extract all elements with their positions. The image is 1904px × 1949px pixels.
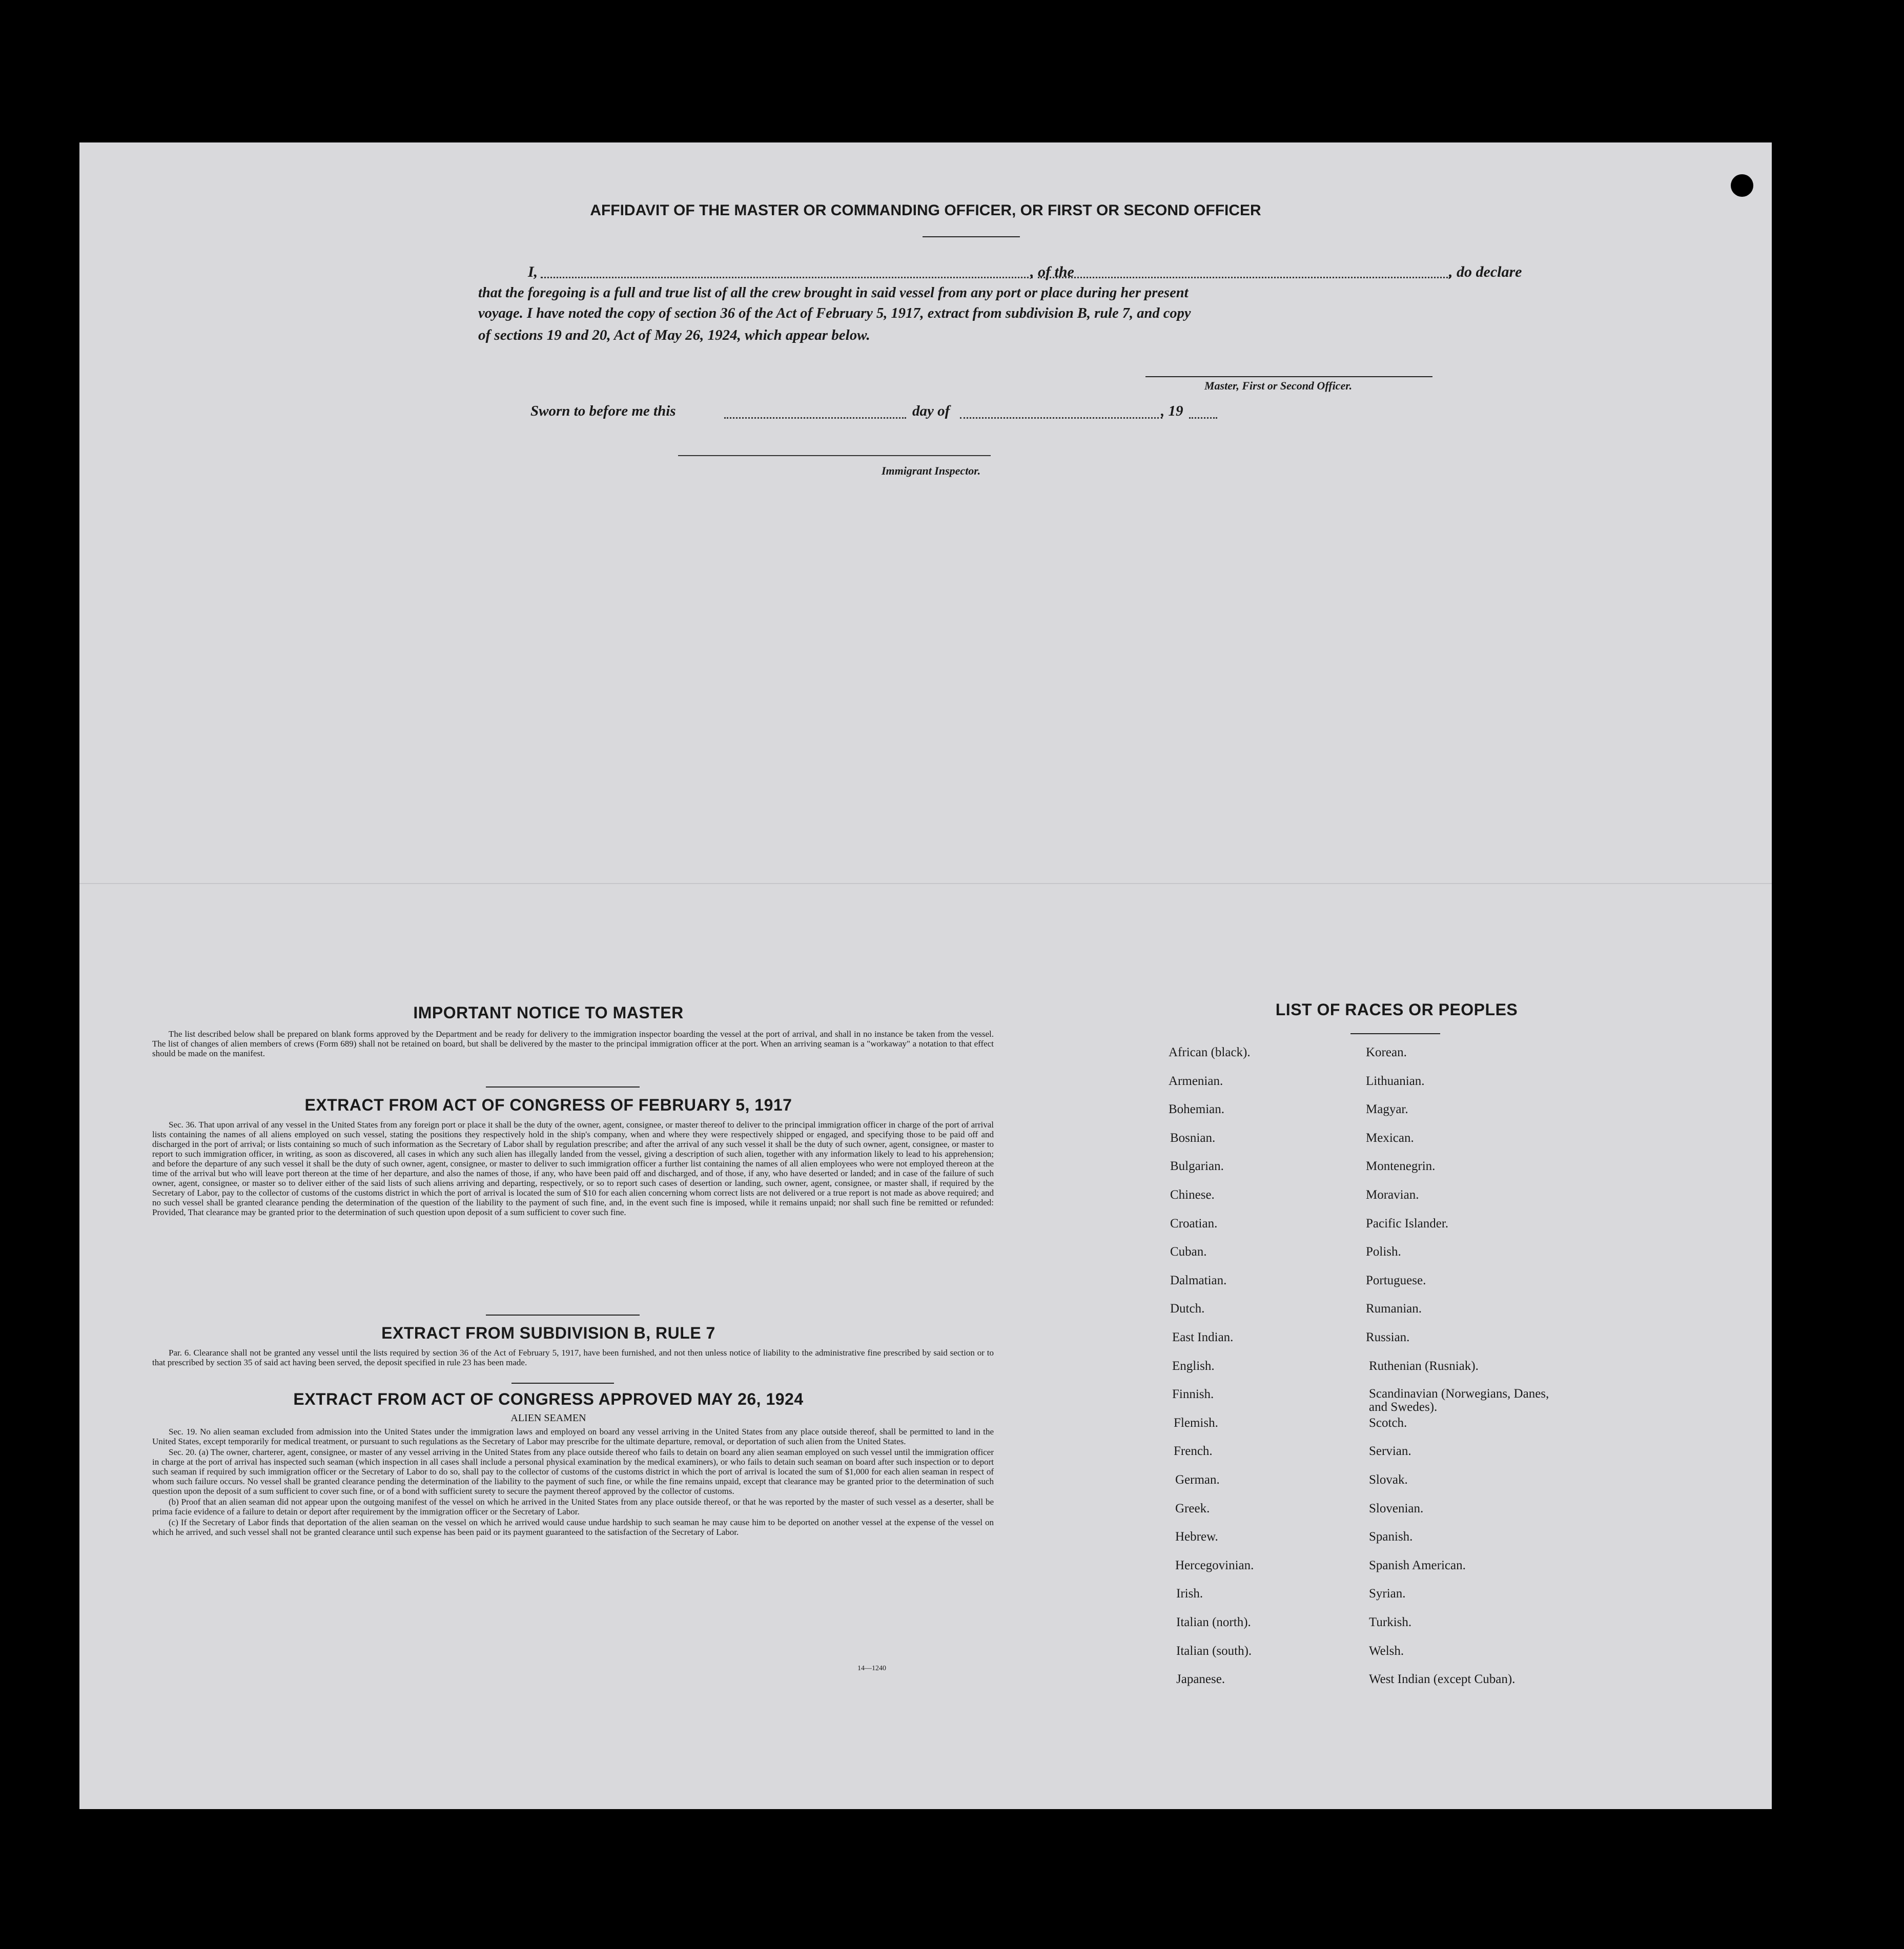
divider: [511, 1383, 614, 1384]
title-rule: [923, 236, 1020, 237]
sworn-year-field[interactable]: [1189, 417, 1217, 419]
binder-hole: [1804, 749, 1827, 771]
affidavit-line1-c: , do declare: [1449, 263, 1522, 280]
race-list-item: Finnish.: [1172, 1387, 1214, 1402]
race-list-item: Russian.: [1366, 1330, 1410, 1344]
race-list-item: Dalmatian.: [1170, 1273, 1227, 1287]
race-list-item: Irish.: [1176, 1587, 1203, 1601]
race-list-item: Scandinavian (Norwegians, Danes, and Swedes).: [1369, 1387, 1549, 1414]
binder-hole: [1809, 1221, 1832, 1244]
fold-line: [79, 883, 1772, 884]
paragraph-6: Par. 6. Clearance shall not be granted any vessel until the lists required by section 36 of the Act of February 5, 1917, have been furnished, and not then unless notice of liability to the administrative fine prescribed by said section or to that prescribed by section 35 of said act having been served, the deposit specified in rule 23 has been made.: [152, 1348, 994, 1367]
inspector-signature-line[interactable]: [678, 455, 991, 456]
section-20b-paragraph: (b) Proof that an alien seaman did not appear upon the outgoing manifest of the vessel on which he arrived in the United States from any place outside thereof, or that he was reported by the master of such vessel as a deserter, shall be prima facie evidence of a failure to detain or deport after requirement by the immigration officer or the Secretary of Labor.: [152, 1497, 994, 1516]
binder-hole: [1804, 670, 1827, 693]
race-list-item: Dutch.: [1170, 1302, 1205, 1316]
race-list-item: Scotch.: [1369, 1415, 1407, 1430]
rule7-text: [152, 1348, 994, 1368]
inspector-signature-label: Immigrant Inspector.: [882, 464, 981, 477]
extract-1924-text: [152, 1427, 994, 1538]
divider: [1350, 1033, 1440, 1034]
master-signature-label: Master, First or Second Officer.: [1204, 379, 1353, 392]
name-field[interactable]: [541, 277, 1033, 278]
race-list-item: Welsh.: [1369, 1644, 1404, 1658]
extract-1917-title: EXTRACT FROM ACT OF CONGRESS OF FEBRUARY 5, 1917: [304, 1096, 792, 1114]
race-list-item: East Indian.: [1172, 1330, 1234, 1344]
extract-1924-title: EXTRACT FROM ACT OF CONGRESS APPROVED MAY 26, 1924: [293, 1390, 804, 1408]
race-list-item: West Indian (except Cuban).: [1369, 1672, 1516, 1687]
race-list-item: Turkish.: [1369, 1615, 1412, 1629]
sworn-day-of: day of: [912, 403, 950, 419]
binder-hole: [1809, 1301, 1832, 1323]
notice-paragraph: The list described below shall be prepared on blank forms approved by the Department and be ready for delivery to the immigration inspector boarding the vessel at the port of arrival, and shall in no instance be taken from the vessel. The list of changes of alien members of crews (Form 689) shall not be retained on board, but shall be delivered by the master to the principal immigration officer at the port. When an arriving seaman is a "workaway" a notation to that effect should be made on the manifest.: [152, 1029, 994, 1058]
form-number: 14—1240: [857, 1665, 886, 1672]
form-page: [79, 142, 1772, 1809]
divider: [486, 1315, 640, 1316]
race-list-item: Pacific Islander.: [1366, 1216, 1449, 1230]
race-list-item: Bosnian.: [1170, 1131, 1216, 1145]
binder-hole: [1731, 174, 1753, 197]
race-list-item: Hercegovinian.: [1175, 1558, 1254, 1572]
race-list-item: Servian.: [1369, 1444, 1411, 1459]
rule7-title: EXTRACT FROM SUBDIVISION B, RULE 7: [381, 1324, 715, 1342]
race-list-item: Syrian.: [1369, 1587, 1406, 1601]
race-list-item: English.: [1172, 1359, 1215, 1373]
race-list-item: German.: [1175, 1473, 1220, 1487]
section-20a-paragraph: Sec. 20. (a) The owner, charterer, agent, consignee, or master of any vessel arriving in the United States from any place outside thereof who fails to detain on board any alien seaman employed on such vessel until the immigration officer in charge at the port of arrival has inspected such seaman (which inspection in all cases shall include a personal physical examination by the medical examiners), or who fails to detain such seaman on board after such inspection or to deport such seaman if required by such immigration officer or the Secretary of Labor to do so, shall pay to the collector of customs of the customs district in which the port of arrival is located the sum of $1,000 for each alien seaman in respect of whom such failure occurs. No vessel shall be granted clearance pending the determination of the liability to the payment of such fine, or while the fine remains unpaid, except that clearance may be granted prior to the determination of such question upon the deposit of a sum sufficient to cover such fine, or of a bond with sufficient surety to secure the payment thereof approved by the collector of customs.: [152, 1447, 994, 1496]
sworn-year: , 19: [1161, 403, 1183, 419]
extract-1917-text: [152, 1120, 994, 1218]
divider: [486, 1086, 640, 1088]
affidavit-line1-b: , of the: [1030, 263, 1074, 280]
section-20c-paragraph: (c) If the Secretary of Labor finds that deportation of the alien seaman on the vessel on which he arrived would cause undue hardship to such seaman he may cause him to be deported on another vessel at the expense of the vessel on which he arrived, and such vessel shall not be granted clearance until such expense has been paid or its payment guaranteed to the satisfaction of the Secretary of Labor.: [152, 1517, 994, 1537]
vessel-field[interactable]: [1038, 277, 1450, 278]
race-list-item: Slovak.: [1369, 1473, 1408, 1487]
binder-hole: [1804, 419, 1827, 442]
race-list-item: Portuguese.: [1366, 1273, 1426, 1287]
sworn-day-field[interactable]: [724, 417, 906, 419]
affidavit-line1-a: I,: [528, 263, 538, 280]
race-list-item: Moravian.: [1366, 1188, 1419, 1202]
section-36-paragraph: Sec. 36. That upon arrival of any vessel in the United States from any foreign port or place it shall be the duty of the owner, agent, consignee, or master thereof to deliver to the principal immigration officer in charge of the port of arrival lists containing the names of all aliens employed on such vessel, stating the positions they respectively hold in the ship's company, when and where they were respectively shipped or engaged, and specifying those to be paid off and discharged in the port of arrival; or lists containing so much of such information as the Secretary of Labor shall by regulation prescribe; and after the arrival of any such vessel it shall be the duty of such owner, agent, consignee, or master to report to such immigration officer, in writing, as soon as discovered, all cases in which any such alien has illegally landed from the vessel, giving a description of such alien, together with any information likely to lead to his apprehension; and before the departure of any such vessel it shall be the duty of such owner, agent, consignee, or master to deliver to such immigration officer a further list containing the names of all alien employees who were not employed thereon at the time of the arrival but who will leave port thereon at the time of her departure, and also the names of those, if any, who have been paid off and discharged, and of those, if any, who have deserted or landed; and in case of the failure of such owner, agent, consignee, or master so to deliver either of the said lists of such aliens arriving and departing, respectively, or so to report such cases of desertion or landing, such owner, agent, consignee, or master shall, if required by the Secretary of Labor, pay to the collector of customs of the customs district in which the port of arrival is located the sum of $10 for each alien concerning whom correct lists are not delivered or a true report is not made as above required; and no such vessel shall be granted clearance pending the determination of the question of the liability to the payment of such fine, and, in the event such fine is imposed, while it remains unpaid; nor shall such fine be remitted or refunded: Provided, That clearance may be granted prior to the determination of such question upon deposit of a sum sufficient to cover such fine.: [152, 1120, 994, 1217]
affidavit-title: AFFIDAVIT OF THE MASTER OR COMMANDING OFFICER, OR FIRST OR SECOND OFFICER: [590, 202, 1261, 219]
race-list-item: Slovenian.: [1369, 1501, 1424, 1515]
binder-hole: [1811, 1552, 1833, 1574]
race-list-item: French.: [1174, 1444, 1213, 1459]
master-signature-line[interactable]: [1145, 376, 1432, 377]
races-title: LIST OF RACES OR PEOPLES: [1275, 1000, 1518, 1019]
sworn-text: Sworn to before me this: [530, 403, 676, 419]
binder-hole: [1811, 1631, 1833, 1654]
race-list-item: Flemish.: [1174, 1415, 1218, 1430]
race-list-item: Italian (south).: [1176, 1644, 1252, 1658]
notice-title: IMPORTANT NOTICE TO MASTER: [413, 1003, 684, 1022]
sworn-month-field[interactable]: [960, 417, 1162, 419]
race-list-item: Spanish American.: [1369, 1558, 1466, 1572]
race-list-item: Greek.: [1175, 1501, 1210, 1515]
race-list-item: Croatian.: [1170, 1216, 1218, 1230]
race-list-item: Ruthenian (Rusniak).: [1369, 1359, 1479, 1373]
race-list-item: Hebrew.: [1175, 1530, 1218, 1544]
section-19-paragraph: Sec. 19. No alien seaman excluded from admission into the United States under the immigration laws and employed on board any vessel arriving in the United States from any place outside thereof, shall be permitted to land in the United States, except temporarily for medical treatment, or pursuant to such regulations as the Secretary of Labor may prescribe for the ultimate departure, removal, or deportation of such alien from the United States.: [152, 1427, 994, 1446]
binder-hole: [1773, 172, 1796, 195]
affidavit-line4: of sections 19 and 20, Act of May 26, 1924, which appear below.: [478, 327, 870, 343]
race-list-item: Cuban.: [1170, 1245, 1207, 1259]
race-list-item: Montenegrin.: [1366, 1159, 1436, 1174]
race-list-item: Spanish.: [1369, 1530, 1413, 1544]
race-list-item: Mexican.: [1366, 1131, 1414, 1145]
race-list-item: African (black).: [1169, 1045, 1251, 1059]
race-list-item: Magyar.: [1366, 1102, 1408, 1117]
race-list-item: Bohemian.: [1169, 1102, 1225, 1117]
race-list-item: Chinese.: [1170, 1188, 1215, 1202]
race-list-item: Korean.: [1366, 1045, 1407, 1059]
race-list-item: Armenian.: [1169, 1074, 1223, 1088]
race-list-item: Lithuanian.: [1366, 1074, 1425, 1088]
race-list-item: Japanese.: [1176, 1672, 1225, 1687]
race-list-item: Bulgarian.: [1170, 1159, 1224, 1174]
alien-seamen-subtitle: ALIEN SEAMEN: [510, 1412, 586, 1424]
notice-text: [152, 1029, 994, 1059]
race-list-item: Italian (north).: [1176, 1615, 1251, 1629]
binder-hole: [1804, 339, 1827, 362]
affidavit-line2: that the foregoing is a full and true list of all the crew brought in said vessel from any port or place during her present: [478, 285, 1189, 301]
affidavit-line3: voyage. I have noted the copy of section 36 of the Act of February 5, 1917, extract from subdivision B, rule 7, and copy: [478, 305, 1191, 321]
race-list-item: Polish.: [1366, 1245, 1401, 1259]
race-list-item: Rumanian.: [1366, 1302, 1422, 1316]
